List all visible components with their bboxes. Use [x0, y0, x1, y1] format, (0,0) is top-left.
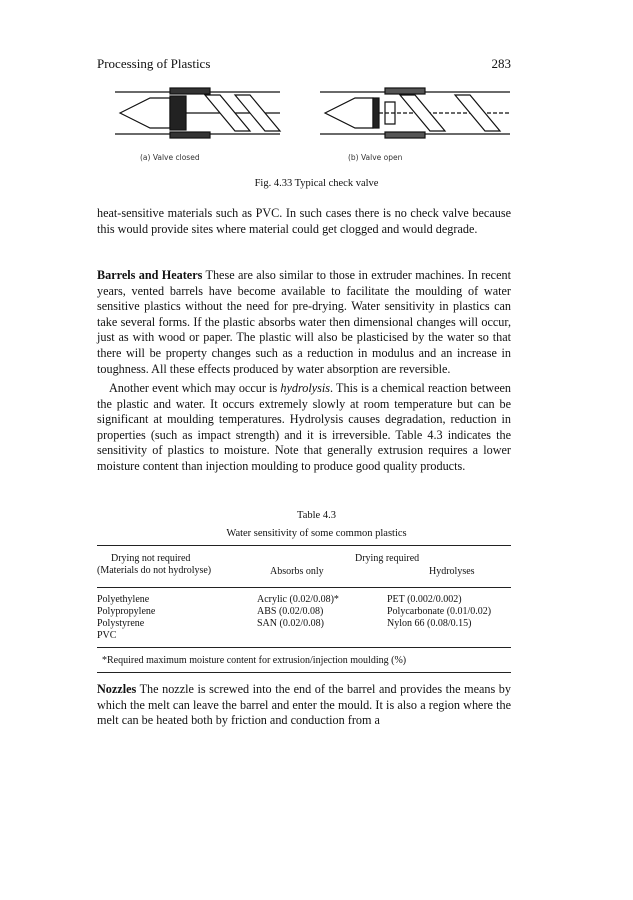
- table-cell: SAN (0.02/0.08): [257, 618, 324, 629]
- table-rule-top: [97, 545, 511, 546]
- subcaption-valve-open: (b) Valve open: [348, 153, 403, 162]
- table-cell: ABS (0.02/0.08): [257, 606, 324, 617]
- valve-open-drawing: [315, 78, 515, 148]
- table-cell: PET (0.002/0.002): [387, 594, 462, 605]
- table-footnote: *Required maximum moisture content for extrusion/injection moulding (%): [102, 655, 407, 666]
- table-cell: Acrylic (0.02/0.08)*: [257, 594, 339, 605]
- figure-panel-valve-closed: [110, 78, 285, 148]
- table-number: Table 4.3: [297, 510, 336, 521]
- subcaption-valve-closed: (a) Valve closed: [140, 153, 200, 162]
- table-header-hydrolyses: Hydrolyses: [429, 566, 475, 577]
- figure-panel-valve-open: [315, 78, 515, 148]
- paragraph-text: . This is a chemical reaction between the plastic and water. It occurs extremely slowly at room temperature but can be significant at moulding temperatures. Hydrolysis causes degradation, reduction in properties (such as impact strength) and it is irreversible. Table 4.3 indicates the sensitivity of plastics to moisture. Note that generally extrusion requires a lower moisture content than injection moulding to produce good quality products.: [97, 381, 511, 473]
- table-cell: Polypropylene: [97, 606, 156, 617]
- section-heading-nozzles: Nozzles: [97, 682, 137, 696]
- paragraph-text: These are also similar to those in extruder machines. In recent years, vented barrels have become available to facilitate the moulding of water sensitive plastics without the need for pre-drying. Water sensitivity in plastics can take several forms. If the plastic absorbs water then dimensional changes will occur, just as with wood or paper. The plastic will also be plasticised by the water so that there will be property changes such as a reduction in modulus and an increase in toughness. All these effects produced by water absorption are reversible.: [97, 268, 511, 376]
- table-header-drying-not-required: [97, 553, 211, 577]
- paragraph-text: heat-sensitive materials such as PVC. In such cases there is no check valve because this would provide sites where material could get clogged and would degrade.: [97, 206, 511, 236]
- table-rule-bottom: [97, 647, 511, 648]
- term-hydrolysis: hydrolysis: [280, 381, 331, 395]
- table-rule-footnote: [97, 672, 511, 673]
- header-cell: Drying not required: [111, 553, 191, 564]
- page-number: 283: [491, 56, 511, 71]
- table-cell: Polycarbonate (0.01/0.02): [387, 606, 492, 617]
- table-cell: Polystyrene: [97, 618, 145, 629]
- running-head-title: Processing of Plastics: [97, 56, 211, 71]
- header-cell: (Materials do not hydrolyse): [97, 565, 212, 576]
- table-cell: Nylon 66 (0.08/0.15): [387, 618, 472, 629]
- table-cell: Polyethylene: [97, 594, 150, 605]
- paragraph-hydrolysis: [97, 381, 511, 475]
- table-cell: PVC: [97, 630, 117, 641]
- paragraph-nozzles: [97, 682, 511, 729]
- table-rule-header: [97, 587, 511, 588]
- section-heading-barrels: Barrels and Heaters: [97, 268, 203, 282]
- figure-caption: Fig. 4.33 Typical check valve: [254, 178, 379, 189]
- paragraph-barrels-heaters: [97, 268, 511, 377]
- table-title: Water sensitivity of some common plastics: [226, 528, 407, 539]
- check-valve-figure: [110, 78, 510, 190]
- table-header-drying-required: Drying required: [355, 553, 420, 564]
- paragraph-heat-sensitive: [97, 206, 511, 237]
- table-header-absorbs-only: Absorbs only: [270, 566, 324, 577]
- paragraph-text: Another event which may occur is: [109, 381, 281, 395]
- valve-closed-drawing: [110, 78, 285, 148]
- running-head: [97, 56, 511, 72]
- paragraph-text: The nozzle is screwed into the end of the barrel and provides the means by which the melt can leave the barrel and enter the mould. It is also a region where the melt can be heated both by friction and conduction from a: [97, 682, 511, 728]
